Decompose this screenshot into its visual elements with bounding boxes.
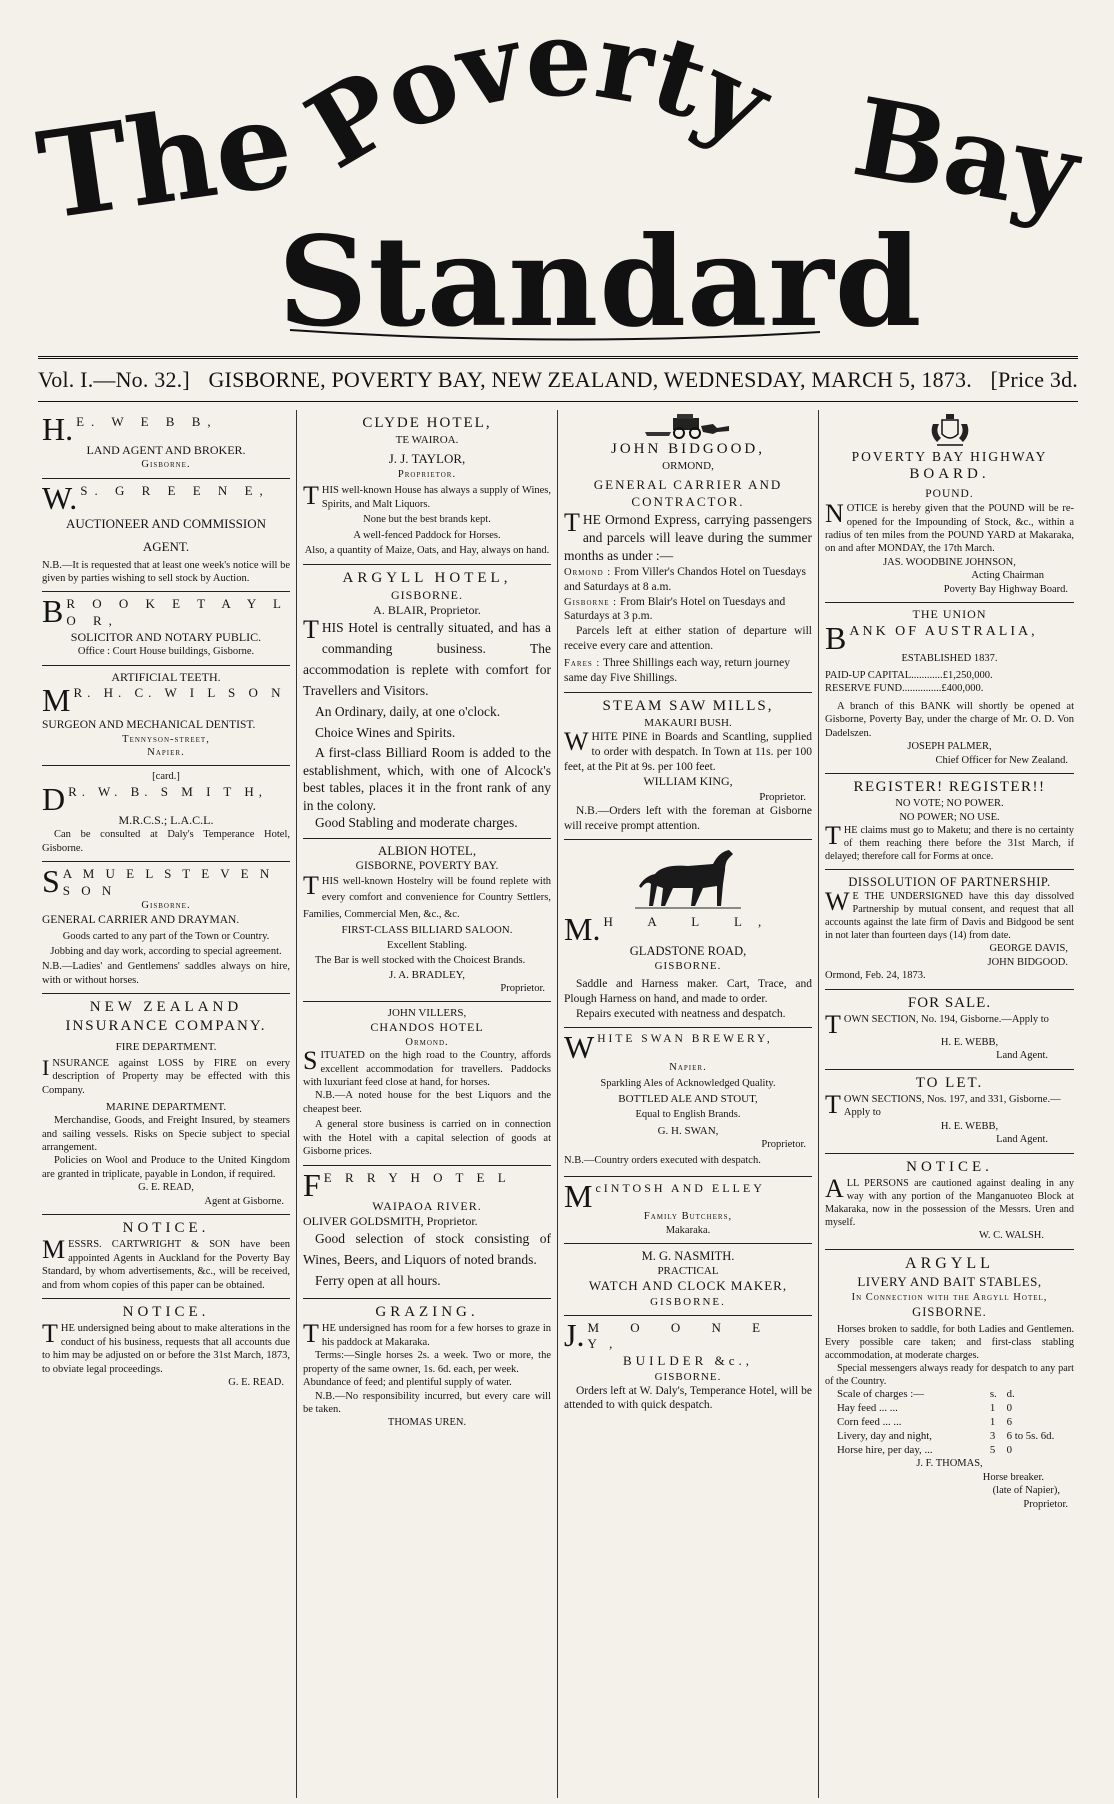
col1-stevenson-p1: Goods carted to any part of the Town or Country.: [62, 930, 270, 942]
col4-livery-rows-2-item: Livery, day and night,: [837, 1429, 932, 1442]
col2-argyll-l2: Choice Wines and Spirits.: [315, 725, 456, 741]
table-row: [835, 1416, 1080, 1430]
col4-livery-rows-1-d: 6: [1006, 1416, 1012, 1428]
col4-dissolution-cap: W: [825, 887, 850, 917]
col3-sawmills-cap: W: [564, 727, 589, 757]
col4-livery-head: ARGYLL: [905, 1254, 994, 1272]
col1-notice1-cap: M: [42, 1235, 66, 1265]
ad-mcintosh-elley: [564, 1177, 812, 1244]
ad-mooney: [564, 1316, 812, 1419]
col2-clyde-head: CLYDE HOTEL,: [362, 415, 492, 431]
col3-mcintosh-head: cINTOSH AND ELLEY: [595, 1181, 765, 1196]
col2-ferry-owner: OLIVER GOLDSMITH, Proprietor.: [303, 1214, 478, 1229]
col4-livery-p1: Horses broken to saddle, for both Ladies and Gentlemen. Every possible care taken; and first-class stabling accommodation, at moderate charges.: [825, 1324, 1074, 1362]
col4-highway-cap: N: [825, 499, 844, 529]
col2-argyll-head: ARGYLL HOTEL,: [342, 569, 512, 586]
col3-bidgood-gis: From Blair's Hotel on Tuesdays and Saturdays at 3 p.m.: [564, 595, 786, 623]
col1-smith-cap: D: [42, 780, 66, 817]
col4-livery-rows-0-item: Hay feed ... ...: [837, 1402, 898, 1415]
advert-columns: [36, 410, 1082, 1798]
col4-livery-sig2: Horse breaker.: [982, 1471, 1044, 1483]
col2-chandos-store: A general store business is carried on in connection with the Hotel with a capital selection of goods at Gisborne prices.: [303, 1119, 551, 1158]
col3-bidgood-cap: T: [564, 507, 580, 537]
col3-mooney-place: GISBORNE.: [654, 1370, 722, 1383]
col3-sawmills-text: HITE PINE in Boards and Scantling, supplied to order with despatch. In Town at 11s. per 100 feet, at the Pit at 9s. per 100 feet.: [564, 731, 812, 773]
col4-union-cap_label: PAID-UP CAPITAL............: [825, 670, 943, 682]
col1-insurance-sig1: G. E. READ,: [138, 1182, 194, 1194]
dateline: [38, 356, 1078, 402]
col3-sawmills-sig2: Proprietor.: [759, 790, 806, 803]
col1-wilson-cap: M: [42, 681, 71, 718]
col1-wilson-title: SURGEON AND MECHANICAL DENTIST.: [42, 718, 256, 731]
col4-livery-scale: Scale of charges :—: [837, 1388, 925, 1401]
col3-bidgood-parcels: Parcels left at either station of departure will receive every care and attention.: [564, 625, 812, 652]
col4-register-l1: NO VOTE; NO POWER.: [895, 798, 1004, 810]
col2-chandos-nb: N.B.—A noted house for the best Liquors and the cheapest beer.: [303, 1090, 551, 1115]
col4-highway-head2: BOARD.: [909, 466, 990, 483]
col4-tolet-cap: T: [825, 1090, 841, 1120]
col3-mooney-cap: J.: [564, 1316, 585, 1353]
col2-grazing-cap: T: [303, 1319, 319, 1349]
col3-sawmills-nb: N.B.—Orders left with the foreman at Gisborne will receive prompt attention.: [564, 804, 812, 832]
col3-nasmith-title2: WATCH AND CLOCK MAKER,: [588, 1278, 788, 1294]
place-and-date: GISBORNE, POVERTY BAY, NEW ZEALAND, WEDNESDAY, MARCH 5, 1873.: [208, 367, 972, 392]
col3-bidgood-place: ORMOND,: [662, 460, 714, 473]
col2-albion-sig1: J. A. BRADLEY,: [389, 968, 465, 981]
col4-tolet-head: TO LET.: [915, 1074, 984, 1091]
col2-albion-bar: The Bar is well stocked with the Choicest Brands.: [315, 955, 526, 967]
volume-number: Vol. I.—No. 32.]: [38, 367, 190, 392]
ad-register: [825, 774, 1074, 870]
col1-smith-name: R. W. B. S M I T H,: [68, 783, 268, 799]
ad-notice-walsh: [825, 1154, 1074, 1250]
column-4: [819, 410, 1080, 1798]
col1-wilson-name: R. H. C. W I L S O N: [73, 684, 286, 700]
col3-mooney-text: Orders left at W. Daly's, Temperance Hotel, will be attended to with quick despatch.: [564, 1384, 812, 1412]
col4-forsale-text: OWN SECTION, No. 194, Gisborne.—Apply to: [843, 1013, 1049, 1025]
col3-bidgood-title1: GENERAL CARRIER AND: [593, 477, 783, 493]
col2-argyll-owner: A. BLAIR, Proprietor.: [373, 603, 481, 618]
col1-insurance-sig2: Agent at Gisborne.: [204, 1195, 284, 1207]
col1-stevenson-p2: Jobbing and day work, according to special agreement.: [50, 945, 282, 957]
col3-mcintosh-cap: M: [564, 1178, 593, 1215]
col4-dissolution-sig1: GEORGE DAVIS,: [989, 943, 1068, 955]
col4-union-sig2: Chief Officer for New Zealand.: [935, 754, 1068, 766]
col2-argyll-place: GISBORNE.: [390, 587, 463, 602]
col2-ferry-cap: F: [303, 1166, 321, 1203]
col3-whiteswan-l3: Equal to English Brands.: [635, 1109, 741, 1121]
col4-livery-rows-3-item: Horse hire, per day, ...: [837, 1443, 933, 1456]
col2-albion-saloon: FIRST-CLASS BILLIARD SALOON.: [341, 923, 513, 936]
col3-bidgood-ormond_label: Ormond :: [564, 567, 612, 579]
col1-notice2-cap: T: [42, 1319, 58, 1349]
horse-illustration: [633, 844, 743, 914]
col2-argyll-l3: A first-class Billiard Room is added to the establishment, which, with one of Alcock's best tables, places it in the front rank of any in the colony.: [303, 744, 551, 813]
col4-tolet-text: OWN SECTIONS, Nos. 197, and 331, Gisborne.—Apply to: [843, 1094, 1061, 1119]
col3-mcintosh-title: Family Butchers,: [643, 1211, 733, 1223]
ad-webb: [42, 410, 290, 479]
ad-greene: [42, 479, 290, 593]
col2-clyde-l2: A well-fenced Paddock for Horses.: [353, 529, 501, 541]
col4-livery-conn: In Connection with the Argyll Hotel,: [851, 1291, 1048, 1303]
ad-union-bank: [825, 603, 1074, 774]
col1-insurance-firetext: NSURANCE against LOSS by FIRE on every description of Property may be effected with this Company.: [42, 1057, 290, 1096]
col2-ferry-text: Good selection of stock consisting of Wines, Beers, and Liquors of noted brands.: [303, 1231, 551, 1268]
col4-register-text: HE claims must go to Maketu; and there is no certainty of them reaching there before the 31st March, if delayed; therefore call for Forms at once.: [825, 825, 1074, 863]
col4-union-cap: B: [825, 619, 847, 656]
col4-highway-head1: POVERTY BAY HIGHWAY: [851, 449, 1048, 464]
col4-tolet-sig1: H. E. WEBB,: [940, 1120, 999, 1132]
col2-albion-head: ALBION HOTEL,: [377, 842, 477, 858]
ad-albion-hotel: [303, 839, 551, 1003]
col4-livery-col_s: s.: [989, 1388, 997, 1401]
col2-clyde-l1: None but the best brands kept.: [363, 514, 491, 526]
ad-notice-read: [42, 1299, 290, 1395]
col1-smith-text: Can be consulted at Daly's Temperance Hotel, Gisborne.: [42, 829, 290, 854]
col4-register-l2: NO POWER; NO USE.: [899, 811, 1000, 823]
column-3: [558, 410, 819, 1798]
masthead-word-the: The: [30, 72, 301, 248]
col4-notice-sig: W. C. WALSH.: [978, 1230, 1044, 1242]
masthead-word2: Poverty: [286, 0, 789, 193]
ad-wilson: [42, 666, 290, 767]
ad-white-swan-brewery: [564, 1028, 812, 1177]
col4-register-head: REGISTER! REGISTER!!: [853, 779, 1046, 796]
col3-whiteswan-sig2: Proprietor.: [761, 1138, 806, 1150]
col2-chandos-head: CHANDOS HOTEL: [370, 1020, 484, 1035]
col2-chandos-text: ITUATED on the high road to the Country, affords excellent accommodation for travellers. Paddocks with luxuriant feed close at hand, for horses.: [303, 1050, 551, 1089]
col4-highway-sub: POUND.: [925, 488, 974, 501]
ad-clyde-hotel: [303, 410, 551, 565]
col3-bidgood-ormond: From Viller's Chandos Hotel on Tuesdays and Saturdays at 8 a.m.: [564, 566, 806, 593]
col3-hall-repairs: Repairs executed with neatness and despatch.: [576, 1007, 786, 1020]
col1-stevenson-cap: S: [42, 863, 60, 900]
col3-bidgood-text: HE Ormond Express, carrying passengers and parcels will leave during the summer months as under :—: [564, 511, 812, 563]
col1-notice2-text: HE undersigned being about to make alterations in the conduct of his business, requests that all accounts due to him may be adjusted on or before the 31st March, 1873, to obviate legal proceedings.: [42, 1323, 290, 1375]
col1-webb-title: LAND AGENT AND BROKER.: [86, 443, 246, 457]
col2-ferry-place: WAIPAOA RIVER.: [372, 1198, 482, 1213]
col3-hall-street: GLADSTONE ROAD,: [629, 944, 747, 959]
ad-to-let: [825, 1070, 1074, 1154]
col3-whiteswan-nb: N.B.—Country orders executed with despatch.: [564, 1155, 761, 1167]
col4-union-cap_val: £1,250,000.: [942, 670, 993, 682]
col2-grazing-l1: Abundance of feed; and plentiful supply of water.: [303, 1377, 512, 1389]
col1-webb-place: Gisborne.: [141, 459, 191, 471]
table-row: [835, 1402, 1080, 1416]
ad-highway-board: [825, 410, 1074, 603]
col4-livery-title: LIVERY AND BAIT STABLES,: [857, 1274, 1042, 1290]
ad-argyll-hotel: [303, 565, 551, 839]
col2-grazing-nb: N.B.—No responsibility incurred, but every care will be taken.: [303, 1390, 551, 1415]
col1-taylor-office: Office : Court House buildings, Gisborne.: [77, 646, 255, 658]
col2-albion-text: HIS well-known Hostelry will be found replete with every comfort and convenience for Country Settlers, Families, Commercial Men, &c., &c.: [303, 876, 551, 920]
ad-notice-cartwright: [42, 1215, 290, 1299]
col3-bidgood-fares_label: Fares :: [564, 658, 601, 670]
col1-stevenson-name: A M U E L S T E V E N S O N: [62, 866, 274, 898]
col4-highway-sig1: JAS. WOODBINE JOHNSON,: [883, 556, 1016, 568]
col4-livery-rows-0-s: 1: [989, 1402, 996, 1415]
col2-ferry-l1: Ferry open at all hours.: [315, 1273, 441, 1289]
ad-bidgood: [564, 410, 812, 693]
ad-argyll-livery: [825, 1250, 1074, 1518]
ad-insurance: [42, 994, 290, 1215]
col1-notice1-text: ESSRS. CARTWRIGHT & SON have been appointed Agents in Auckland for the Poverty Bay Standard, by whom advertisements, &c., will be received, and from whom copies of this paper can be obtained.: [42, 1239, 290, 1291]
col4-notice-cap: A: [825, 1173, 844, 1203]
livery-charges-table: [835, 1388, 1080, 1457]
col1-greene-name: S. G R E E N E,: [80, 482, 270, 498]
col4-livery-place: GISBORNE.: [912, 1305, 987, 1320]
col4-dissolution-date: Ormond, Feb. 24, 1873.: [825, 970, 926, 982]
col3-hall-cap: M.: [564, 911, 601, 948]
col1-greene-cap: W.: [42, 479, 78, 516]
ad-smith: [42, 766, 290, 862]
col4-union-head2: ANK OF AUSTRALIA,: [849, 623, 1038, 639]
col4-union-head1: THE UNION: [912, 607, 987, 622]
col1-insurance-m2: Policies on Wool and Produce to the United Kingdom are granted in triplicate, payable in London, if required.: [42, 1155, 290, 1180]
col1-webb-cap: H.: [42, 411, 74, 447]
ad-nasmith: [564, 1244, 812, 1316]
ad-hall-saddler: [564, 840, 812, 1028]
col2-grazing-terms: Terms:—Single horses 2s. a week. Two or more, the property of the same owner, 1s. 6d. each, per week.: [303, 1350, 551, 1375]
col4-notice-head: NOTICE.: [906, 1158, 993, 1175]
col4-notice-text: LL PERSONS are cautioned against dealing in any way with any portion of the Manganuoteo Block at Makaraka, now in the possession of the Messrs. Uren and myself.: [825, 1177, 1074, 1229]
col1-wilson-street: Tennyson-street,: [122, 733, 210, 745]
col2-albion-stabling: Excellent Stabling.: [387, 939, 467, 951]
col1-wilson-head: ARTIFICIAL TEETH.: [111, 669, 221, 684]
col1-notice1-head: NOTICE.: [122, 1220, 210, 1237]
col3-bidgood-gis_label: Gisborne :: [564, 596, 618, 608]
col3-sawmills-place: MAKAURI BUSH.: [644, 717, 732, 730]
ad-ferry-hotel: [303, 1166, 551, 1299]
col1-taylor-name: R O O K E T A Y L O R,: [66, 596, 288, 629]
col3-sawmills-sig1: WILLIAM KING,: [643, 774, 733, 789]
ad-for-sale: [825, 990, 1074, 1070]
col4-forsale-sig1: H. E. WEBB,: [940, 1036, 999, 1048]
table-row: [835, 1444, 1080, 1458]
masthead-word-poverty: [287, 0, 791, 192]
ad-saw-mills: [564, 693, 812, 840]
col4-livery-rows-3-d: 0: [1006, 1443, 1012, 1456]
col4-forsale-cap: T: [825, 1009, 841, 1039]
col4-register-cap: T: [825, 821, 841, 851]
col1-insurance-fire: FIRE DEPARTMENT.: [115, 1040, 217, 1053]
col4-livery-col_d: d.: [1006, 1388, 1015, 1401]
ad-stevenson: [42, 862, 290, 994]
col1-taylor-title: SOLICITOR AND NOTARY PUBLIC.: [70, 629, 262, 644]
col4-dissolution-sig2: JOHN BIDGOOD.: [987, 956, 1068, 968]
col4-forsale-sig2: Land Agent.: [996, 1050, 1048, 1062]
col4-livery-sig1: J. F. THOMAS,: [916, 1458, 983, 1470]
col1-stevenson-p3: N.B.—Ladies' and Gentlemens' saddles always on hire, with or without horses.: [42, 961, 290, 986]
col1-smith-card: [card.]: [152, 771, 180, 783]
col3-whiteswan-cap: W: [564, 1029, 595, 1066]
col1-insurance-head2: INSURANCE COMPANY.: [65, 1018, 267, 1035]
col2-grazing-head: GRAZING.: [375, 1304, 479, 1321]
col2-chandos-place: Ormond.: [405, 1036, 449, 1048]
col3-sawmills-head: STEAM SAW MILLS,: [602, 697, 774, 714]
col4-dissolution-text: E THE UNDERSIGNED have this day dissolved Partnership by mutual consent, and request that all accounts against the late firm of Davis and Bidgood be sent in not later than fourteen days (14) from date.: [825, 891, 1074, 942]
col3-whiteswan-place: Napier.: [669, 1062, 707, 1074]
col3-whiteswan-l1: Sparkling Ales of Acknowledged Quality.: [600, 1077, 776, 1089]
col1-insurance-head1: NEW ZEALAND: [89, 999, 243, 1016]
col4-highway-sig3: Poverty Bay Highway Board.: [943, 583, 1068, 595]
col1-insurance-cap: I: [42, 1054, 50, 1080]
col2-argyll-text: HIS Hotel is centrally situated, and has a commanding business. The accommodation is replete with comfort for Travellers and Visitors.: [303, 620, 551, 699]
col1-insurance-m1: Merchandise, Goods, and Freight Insured, by steamers and sailing vessels. Risks on Specie subject to special arrangement.: [42, 1115, 290, 1153]
col3-nasmith-name: M. G. NASMITH.: [641, 1249, 735, 1264]
col4-livery-rows-0-d: 0: [1006, 1402, 1012, 1415]
col3-bidgood-title2: CONTRACTOR.: [631, 493, 745, 509]
col1-insurance-marine: MARINE DEPARTMENT.: [105, 1101, 227, 1114]
col3-bidgood-fares: Three Shillings each way, return journey same day Five Shillings.: [564, 657, 790, 685]
ad-chandos-hotel: [303, 1002, 551, 1165]
stagecoach-illustration: [643, 414, 733, 440]
col3-nasmith-place: GISBORNE.: [650, 1295, 726, 1308]
col3-mooney-title: BUILDER &c.,: [623, 1353, 753, 1369]
col1-webb-name: E. W E B B,: [76, 414, 218, 429]
table-row: [835, 1430, 1080, 1444]
col1-stevenson-title: GENERAL CARRIER AND DRAYMAN.: [42, 913, 240, 926]
col2-ferry-head: E R R Y H O T E L: [323, 1169, 511, 1185]
col2-clyde-cap: T: [303, 481, 319, 511]
masthead-word-bay: Bay: [844, 74, 1088, 238]
col4-highway-text: OTICE is hereby given that the POUND will be re-opened for the Impounding of Stock, &c., within a radius of ten miles from the POUND YARD at Makaraka, on and after MONDAY, the 17th March.: [825, 503, 1074, 555]
column-1: [36, 410, 297, 1798]
col2-clyde-place: TE WAIROA.: [395, 434, 459, 447]
ad-taylor: [42, 592, 290, 665]
col1-greene-title: AUCTIONEER AND COMMISSION AGENT.: [65, 515, 267, 555]
col4-union-est: ESTABLISHED 1837.: [901, 652, 998, 664]
col3-mooney-name: M O O N E Y,: [587, 1319, 775, 1352]
col1-notice2-sig: G. E. READ.: [228, 1377, 284, 1389]
col4-union-res_val: £400,000.: [941, 683, 984, 695]
col3-hall-place: GISBORNE.: [654, 960, 722, 973]
col2-chandos-cap: S: [303, 1046, 318, 1076]
col4-livery-sig3: (late of Napier),: [992, 1485, 1060, 1497]
col3-whiteswan-l2: BOTTLED ALE AND STOUT,: [618, 1093, 758, 1106]
ad-grazing: [303, 1299, 551, 1436]
col2-argyll-l4: Good Stabling and moderate charges.: [315, 815, 518, 831]
col4-union-res_label: RESERVE FUND...............: [825, 683, 942, 695]
col3-mcintosh-place: Makaraka.: [665, 1224, 711, 1236]
col2-clyde-l3: Also, a quantity of Maize, Oats, and Hay, always on hand.: [304, 545, 550, 557]
column-2: [297, 410, 558, 1798]
price: [Price 3d.: [990, 367, 1078, 392]
col2-albion-place: GISBORNE, POVERTY BAY.: [355, 860, 499, 873]
col2-argyll-cap: T: [303, 615, 319, 645]
col2-clyde-owner: J. J. TAYLOR,: [388, 451, 466, 467]
col2-albion-sig2: Proprietor.: [500, 982, 545, 994]
col1-greene-note: N.B.—It is requested that at least one week's notice will be given by parties wishing to sell stock by Auction.: [42, 559, 290, 585]
ad-dissolution: [825, 870, 1074, 990]
col3-whiteswan-sig1: G. H. SWAN,: [657, 1124, 719, 1137]
col2-albion-cap: T: [303, 871, 319, 901]
col4-livery-rows-2-s: 3: [989, 1429, 996, 1442]
col2-grazing-text: HE undersigned has room for a few horses to graze in his paddock at Makaraka.: [321, 1323, 551, 1348]
col1-taylor-cap: B: [42, 593, 64, 630]
col4-livery-rows-1-s: 1: [989, 1416, 996, 1428]
col1-smith-quals: M.R.C.S.; L.A.C.L.: [118, 812, 214, 827]
col4-union-text: A branch of this BANK will shortly be opened at Gisborne, Poverty Bay, under the charge of Mr. O. D. Von Dadelszen.: [825, 700, 1074, 739]
col1-stevenson-place: Gisborne.: [141, 900, 191, 912]
col4-tolet-sig2: Land Agent.: [996, 1134, 1048, 1146]
masthead-word-standard: Standard: [278, 210, 923, 355]
col4-livery-rows-3-s: 5: [989, 1443, 996, 1456]
col4-livery-rows-1-item: Corn feed ... ...: [837, 1416, 902, 1428]
col2-clyde-text: HIS well-known House has always a supply of Wines, Spirits, and Malt Liquors.: [321, 485, 551, 510]
col1-notice2-head: NOTICE.: [122, 1304, 210, 1321]
col4-livery-p2: Special messengers always ready for despatch to any part of the Country.: [825, 1363, 1074, 1388]
col3-bidgood-name: JOHN BIDGOOD,: [611, 441, 765, 457]
col1-wilson-town: Napier.: [147, 747, 185, 759]
col4-dissolution-head: DISSOLUTION OF PARTNERSHIP.: [848, 875, 1051, 890]
col3-nasmith-title1: PRACTICAL: [657, 1265, 719, 1278]
coat-of-arms-illustration: [927, 414, 973, 448]
col3-hall-text: Saddle and Harness maker. Cart, Trace, and Plough Harness on hand, and made to order.: [564, 978, 812, 1006]
col2-grazing-sig: THOMAS UREN.: [387, 1417, 467, 1429]
col4-forsale-head: FOR SALE.: [907, 994, 992, 1011]
col4-livery-sig4: Proprietor.: [1023, 1498, 1068, 1510]
col4-highway-sig2: Acting Chairman: [971, 570, 1044, 582]
col4-livery-rows-2-d: 6 to 5s. 6d.: [1006, 1429, 1055, 1442]
masthead: [0, 0, 1114, 360]
col2-argyll-l1: An Ordinary, daily, at one o'clock.: [315, 704, 501, 720]
col4-union-sig1: JOSEPH PALMER,: [907, 741, 992, 753]
col2-chandos-owner: JOHN VILLERS,: [387, 1007, 467, 1020]
col3-hall-name: H A L L,: [603, 914, 778, 930]
col3-whiteswan-head: HITE SWAN BREWERY,: [597, 1033, 773, 1046]
col2-clyde-role: Proprietor.: [397, 468, 457, 480]
